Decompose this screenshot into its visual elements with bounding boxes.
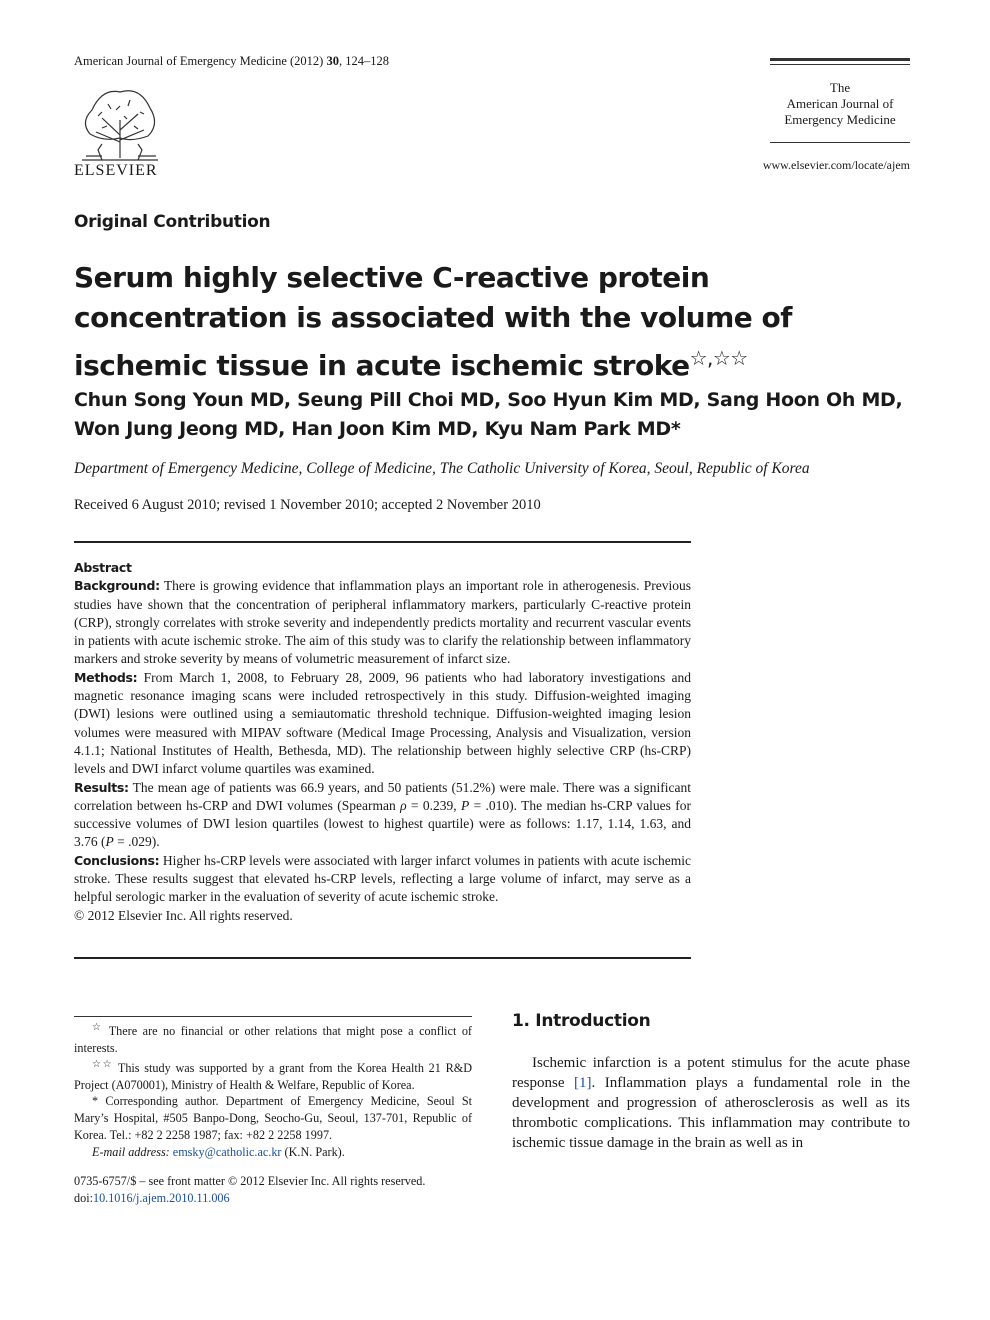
abstract xyxy=(74,559,691,925)
journal-citation: American Journal of Emergency Medicine (2012) 30, 124–128 xyxy=(74,54,389,68)
journal-logo-rule xyxy=(770,58,910,61)
abstract-results: Results: The mean age of patients was 66.9 years, and 50 patients (51.2%) were male. There was a significant correlation between hs-CRP and DWI volumes (Spearman ρ = 0.239, P = .010). The median hs-CRP values for successive volumes of DWI lesion quartiles (lowest to highest quartile) were as follows: 1.17, 1.14, 1.63, and 3.76 (P = .029). xyxy=(74,779,691,850)
abstract-background: Background: There is growing evidence that inflammation plays an important role in atherogenesis. Previous studies have shown that the concentration of peripheral inflammatory markers, particularly C-reactive protein (CRP), strongly correlates with stroke severity and independently predicts mortality and recurrent vascular events in patients with acute ischemic stroke. The aim of this study was to clarify the relationship between inflammatory markers and stroke severity by means of volumetric measurement of infarct size. xyxy=(74,578,691,667)
abstract-copyright: © 2012 Elsevier Inc. All rights reserved. xyxy=(74,907,293,923)
abstract-conclusions: Conclusions: Higher hs-CRP levels were associated with larger infarct volumes in patients with acute ischemic stroke. These results suggest that elevated hs-CRP levels, reflecting a large volume of infarct, may serve as a helpful serologic marker in the evaluation of severity of acute ischemic stroke. xyxy=(74,852,691,905)
footnote-1: ☆ There are no financial or other relations that might pose a conflict of interests. xyxy=(74,1022,472,1055)
footnote-corresponding: * Corresponding author. Department of Emergency Medicine, Seoul St Mary’s Hospital, #505 Banpo-Dong, Seocho-Gu, Seoul, 137-701, Republic of Korea. Tel.: +82 2 2258 1987; fax: +82 2 2258 1997. xyxy=(74,1094,472,1142)
footnote-2: ☆☆ This study was supported by a grant from the Korea Health 21 R&D Project (A070001), Ministry of Health & Welfare, Republic of Korea. xyxy=(74,1058,473,1092)
title-footnote-marks[interactable]: ☆,☆☆ xyxy=(689,346,748,370)
abstract-methods: Methods: From March 1, 2008, to February 28, 2009, 96 patients who had laboratory investigations and magnetic resonance imaging scans were included retrospectively in this study. Diffusion-weighted imaging (DWI) lesions were outlined using a semiautomatic threshold technique. Diffusion-weighted imaging lesion volumes were measured with MIPAV software (Medical Image Processing, Analysis and Visualization, version 4.1.1; National Institutes of Health, Bethesda, MD). The relationship between highly selective CRP (hs-CRP) levels and DWI infarct volume quartiles was examined. xyxy=(74,669,691,777)
introduction-heading: 1. Introduction xyxy=(512,1011,651,1031)
issn-line: 0735-6757/$ – see front matter © 2012 Elsevier Inc. All rights reserved. xyxy=(74,1174,426,1188)
publisher-name: ELSEVIER xyxy=(74,162,158,179)
article-title: Serum highly selective C-reactive protein concentration is associated with the volume of ischemic tissue in acute ischemic stroke☆,☆☆ xyxy=(74,261,792,382)
reference-link[interactable]: [1] xyxy=(574,1075,592,1091)
abstract-rule-top xyxy=(74,541,691,543)
abstract-rule-bottom xyxy=(74,957,691,959)
footnote-rule xyxy=(74,1016,472,1017)
journal-logo-rule-bottom xyxy=(770,142,910,143)
journal-url[interactable]: www.elsevier.com/locate/ajem xyxy=(762,158,910,172)
abstract-heading: Abstract xyxy=(74,560,132,575)
footnote-email: E-mail address: emsky@catholic.ac.kr (K.N. Park). xyxy=(92,1144,345,1159)
received-dates: Received 6 August 2010; revised 1 November 2010; accepted 2 November 2010 xyxy=(74,497,541,513)
footnotes xyxy=(74,1020,472,1161)
email-link[interactable]: emsky@catholic.ac.kr xyxy=(172,1144,282,1159)
introduction-body: Ischemic infarction is a potent stimulus for the acute phase response [1]. Inflammation plays a fundamental role in the development and progression of atherosclerosis as well as its thrombotic complications. This inflammation may contribute to ischemic tissue damage in the brain as well as in xyxy=(512,1055,910,1151)
front-matter xyxy=(74,1173,472,1207)
author-list: Chun Song Youn MD, Seung Pill Choi MD, Soo Hyun Kim MD, Sang Hoon Oh MD, Won Jung Jeong MD, Han Joon Kim MD, Kyu Nam Park MD* xyxy=(74,389,903,440)
journal-logo-rule-thin xyxy=(770,64,910,65)
doi-link[interactable]: 10.1016/j.ajem.2010.11.006 xyxy=(92,1191,230,1205)
doi-line: doi:10.1016/j.ajem.2010.11.006 xyxy=(74,1191,230,1205)
affiliation: Department of Emergency Medicine, College of Medicine, The Catholic University of Korea, Seoul, Republic of Korea xyxy=(74,460,810,477)
journal-logo: The American Journal of Emergency Medicine xyxy=(784,80,896,127)
article-section-label: Original Contribution xyxy=(74,212,271,232)
